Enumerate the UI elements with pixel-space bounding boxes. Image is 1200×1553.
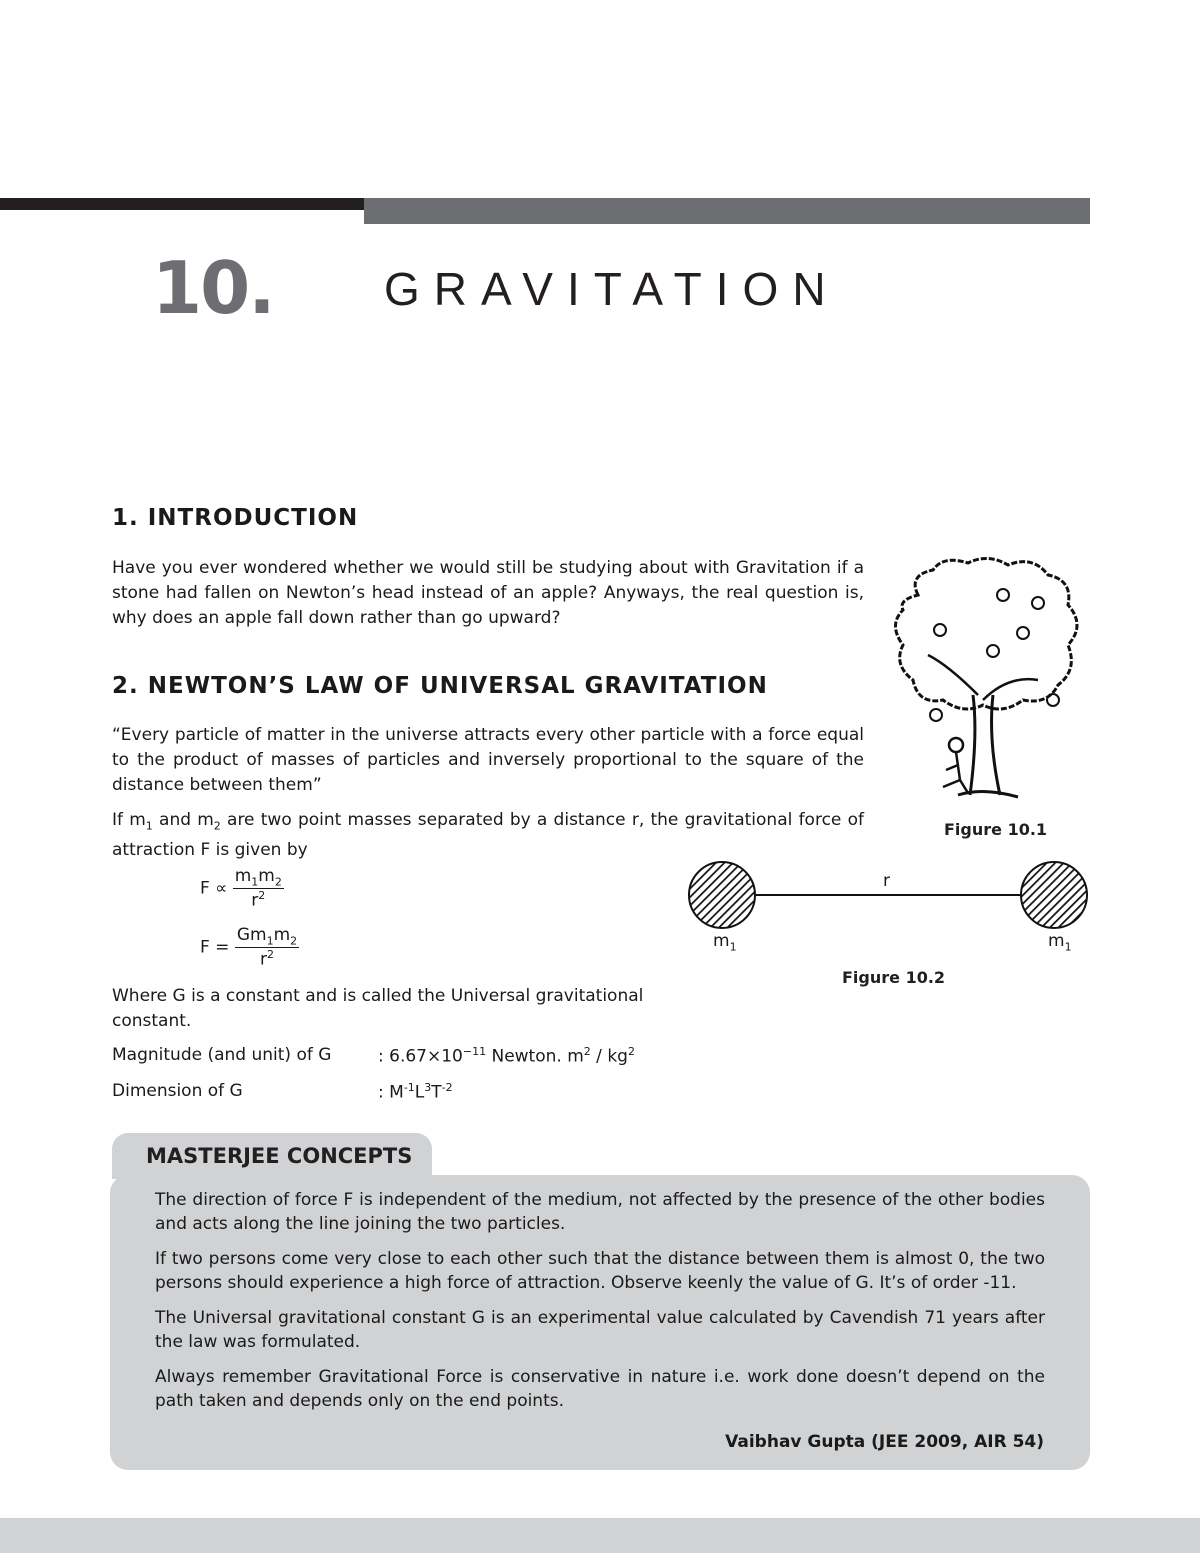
apple-tree-illustration: [888, 555, 1088, 805]
introduction-paragraph: Have you ever wondered whether we would still be studying about with Gravitation if a stone had fallen on Newton’s head instead of an apple? Anyways, the real question is, why does an apple fall down rather than go upward?: [112, 558, 864, 628]
concept-point: The direction of force F is independent of the medium, not affected by the presence of the other bodies and acts along the line joining the two particles.: [155, 1190, 1045, 1234]
law-quote: “Every particle of matter in the universe attracts every other particle with a force equal to the product of masses of particles and inversely proportional to the square of the distance between them”: [112, 725, 864, 795]
newton-figure: [943, 738, 968, 793]
figure-2-caption: Figure 10.2: [842, 968, 946, 987]
masterjee-points: [155, 1188, 1045, 1424]
concept-author: Vaibhav Gupta (JEE 2009, AIR 54): [725, 1432, 1044, 1452]
footer-bar: [0, 1518, 1200, 1553]
magnitude-value: : $6.67\times 10^{-11}$ Newton. $m^2 / kg^2$: [378, 1045, 635, 1067]
where-g-text: Where G is a constant and is called the Universal gravitational constant.: [112, 986, 644, 1031]
section-heading-newton-law: 2. NEWTON’S LAW OF UNIVERSAL GRAVITATION: [112, 673, 768, 699]
magnitude-label: Magnitude (and unit) of G: [112, 1045, 332, 1065]
mass-left-label: $m_1$: [713, 931, 737, 954]
masses-intro: If $m_1$ and $m_2$ are two point masses separated by a distance r, the gravitational force of attraction F is given by: [112, 810, 864, 861]
equation-proportional: [200, 866, 284, 911]
concept-point: If two persons come very close to each other such that the distance between them is almost 0, the two persons should experience a high force of attraction. Observe keenly the value of G. It’s of order -11.: [155, 1249, 1045, 1293]
chapter-title: GRAVITATION: [384, 263, 840, 315]
masterjee-title: MASTERJEE CONCEPTS: [146, 1144, 413, 1168]
mass-left-sphere: [689, 862, 755, 928]
header-bar-dark: [0, 198, 364, 210]
equation-lhs: F =: [200, 937, 230, 958]
dimension-value: : $M^{-1}L^3T^{-2}$: [378, 1081, 453, 1103]
chapter-number: 10.: [152, 246, 274, 330]
header-bar-gray: [364, 198, 1090, 224]
figure-1-caption: Figure 10.1: [944, 820, 1048, 839]
mass-right-label: $m_1$: [1048, 931, 1072, 954]
equation-fraction: $\frac{m_1m_2}{r^2}$: [234, 866, 282, 912]
distance-label: r: [883, 871, 890, 891]
two-masses-diagram: [680, 855, 1100, 965]
equation-force: [200, 925, 299, 970]
equation-fraction: $\frac{Gm_1m_2}{r^2}$: [236, 925, 298, 971]
dimension-label: Dimension of G: [112, 1081, 243, 1101]
concept-point: The Universal gravitational constant G is an experimental value calculated by Cavendish 71 years after the law was formulated.: [155, 1308, 1045, 1352]
concept-point: Always remember Gravitational Force is conservative in nature i.e. work done doesn’t depend on the path taken and depends only on the end points.: [155, 1367, 1045, 1411]
mass-right-sphere: [1021, 862, 1087, 928]
equation-lhs: F ∝: [200, 878, 228, 899]
section-heading-introduction: 1. INTRODUCTION: [112, 505, 359, 531]
